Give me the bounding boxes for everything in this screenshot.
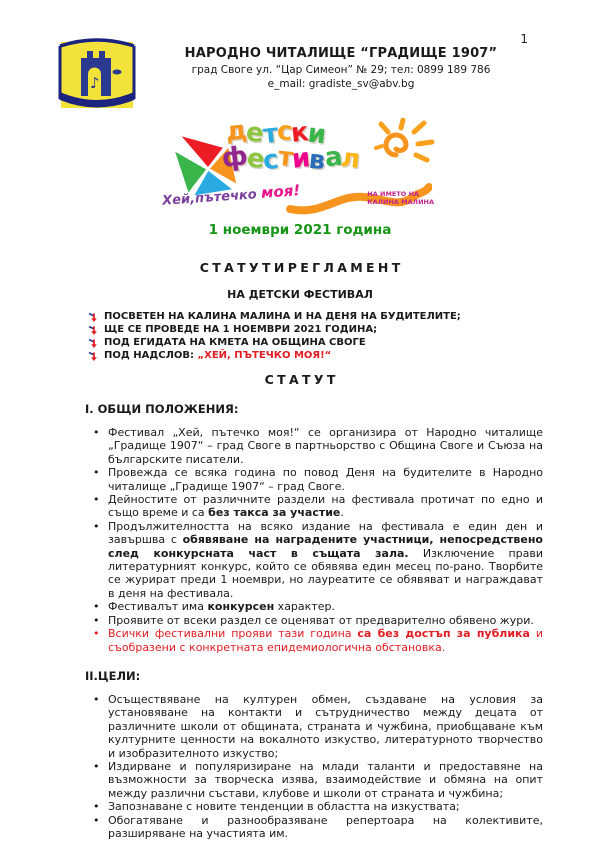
header — [57, 34, 545, 116]
tagline-main: Хей,пътечко — [161, 186, 262, 209]
text-segment: ПОСВЕТЕН НА КАЛИНА МАЛИНА И НА ДЕНЯ НА БУДИТЕЛИТЕ; — [104, 311, 461, 322]
section-goals — [85, 669, 543, 840]
text-segment: ПОД НАДСЛОВ: — [104, 350, 198, 361]
festival-title-letter: и — [290, 143, 311, 175]
list-item — [85, 426, 543, 466]
arrow-list-item — [88, 336, 560, 349]
arrow-list-item — [88, 310, 560, 323]
festival-title-letter: е — [244, 117, 265, 149]
list-item — [85, 760, 543, 800]
arrow-bullet-icon — [88, 312, 98, 323]
arrow-list-item — [88, 323, 560, 336]
statute-heading: С Т А Т У Т — [264, 372, 336, 387]
text-segment: Дейностите от различните раздели на фестивала протичат по едно и също време и са — [108, 493, 543, 520]
list-item — [85, 627, 543, 654]
arrow-list-item — [88, 349, 560, 362]
festival-title-letter: т — [261, 118, 279, 151]
festival-title-letter: л — [339, 143, 361, 175]
list-item — [85, 493, 543, 520]
text-segment: обявяване на наградените участници, непосредствено след конкурсната част в същата зала. — [108, 533, 543, 560]
dedication-line1: НА ИМЕТО НА — [367, 190, 420, 198]
arrow-bullet-list — [88, 310, 560, 362]
festival-title-letter: с — [262, 144, 280, 177]
text-segment: характер. — [274, 600, 335, 614]
section-title-goals: II.ЦЕЛИ: — [85, 668, 141, 683]
arrow-bullet-icon — [88, 351, 98, 362]
festival-title-letter: е — [245, 143, 265, 175]
organization-name: НАРОДНО ЧИТАЛИЩЕ “ГРАДИЩЕ 1907” — [184, 46, 498, 61]
festival-title-letter: д — [224, 115, 248, 148]
bullet-marker: • — [93, 692, 100, 706]
statute-content — [85, 402, 543, 840]
festival-title-letter: ф — [220, 141, 249, 174]
festival-title-letter: в — [307, 144, 326, 177]
dedication-line2: КАЛИНА МАЛИНА — [367, 198, 434, 206]
tagline-accent: моя! — [260, 181, 301, 202]
text-segment: и съобразени с конкретната епидемиологична обстановка. — [108, 627, 543, 654]
bullet-marker: • — [93, 627, 100, 641]
festival-title-letter: с — [275, 115, 293, 148]
festival-title-letter: а — [322, 141, 343, 174]
page-number: 1 — [520, 32, 528, 46]
text-segment: Всички фестивални прояви тази година — [108, 627, 358, 641]
text-segment: конкурсен — [207, 600, 275, 614]
organization-email: e_mail: gradiste_sv@abv.bg — [267, 78, 415, 90]
bullet-marker: • — [93, 493, 100, 507]
text-segment: Провежда се всяка година по повод Деня на будителите в Народно читалище „Градище 1907“ – град Своге. — [108, 466, 543, 493]
document-subtitle: НА ДЕТСКИ ФЕСТИВАЛ — [227, 288, 373, 301]
bullet-marker: • — [93, 813, 100, 827]
text-segment: Осъществяване на културен обмен, създаване на условия за установяване на контакти и сътрудничество между децата от различните школи от общината, страната и чужбина, приобщаване към културните ценности на вокалното изкуство, литературното творчество и изобразителното изкуство; — [108, 692, 543, 760]
text-segment: Издирване и популяризиране на млади таланти и предоставяне на възможности за творческа изява, взаимодействие и обмяна на опит между различни състави, клубове и школи от страната и чужбина; — [108, 759, 543, 800]
text-segment: без такса за участие — [208, 506, 341, 520]
bullet-marker: • — [93, 800, 100, 814]
text-segment: Фестивал „Хей, пътечко моя!“ се организира от Народно читалище „Градище 1907“ – град Своге в партньорство с Община Своге и Съюза на българските писатели. — [108, 426, 543, 466]
section-general — [85, 402, 543, 654]
text-segment: „ХЕЙ, ПЪТЕЧКО МОЯ!“ — [197, 350, 332, 361]
list-item — [85, 600, 543, 613]
list-item — [85, 466, 543, 493]
bullet-marker: • — [93, 466, 100, 480]
list-item — [85, 614, 543, 627]
text-segment: Продължителността на всяко издание на фестивала е един ден и завършва с — [108, 519, 543, 547]
list-item — [85, 800, 543, 813]
text-segment: Запознаване с новите тенденции в областта на изкуствата; — [108, 800, 460, 814]
list-item — [85, 520, 543, 600]
section-list-goals — [85, 693, 543, 840]
section-list-general — [85, 426, 543, 654]
bullet-marker: • — [93, 759, 100, 773]
arrow-bullet-icon — [88, 338, 98, 349]
header-text — [137, 34, 545, 116]
bullet-marker: • — [93, 613, 100, 627]
festival-dedication — [367, 190, 434, 206]
list-item — [85, 693, 543, 760]
festival-date: 1 ноември 2021 година — [208, 222, 392, 238]
text-segment: Проявите от всеки раздел се оценяват от предварително обявено жури. — [108, 613, 534, 627]
organization-logo — [57, 34, 137, 116]
festival-title-letter: т — [276, 141, 294, 174]
festival-logo — [161, 115, 434, 218]
text-segment: са без достъп за публика — [357, 627, 530, 641]
text-segment: Изключение прави литературният конкурс, който се обявява един месец по-рано. Творбите се журират преди 1 ноември, но лауреатите се обявяват и награждават в деня на фестивала. — [108, 546, 543, 600]
document-title: С Т А Т У Т И Р Е Г Л А М Е Н Т — [199, 260, 401, 275]
chitalishte-emblem-icon — [57, 34, 137, 116]
sun-icon — [374, 118, 438, 168]
arrow-bullet-icon — [88, 325, 98, 336]
bullet-marker: • — [93, 600, 100, 614]
list-item — [85, 814, 543, 841]
text-segment: Обогатяване и разнообразяване репертоара на колективите, разширяване на участията им. — [108, 813, 543, 840]
svg-text:♪: ♪ — [90, 74, 100, 92]
bullet-marker: • — [93, 519, 100, 533]
text-segment: Фестивалът има — [108, 600, 208, 614]
organization-address: град Своге ул. “Цар Симеон” № 29; тел: 0899 189 786 — [191, 64, 491, 76]
section-title-general: I. ОБЩИ ПОЛОЖЕНИЯ: — [85, 402, 239, 416]
festival-title-letter: к — [289, 117, 310, 149]
text-segment: ПОД ЕГИДАТА НА КМЕТА НА ОБЩИНА СВОГЕ — [104, 337, 366, 348]
bullet-marker: • — [93, 426, 100, 439]
text-segment: ЩЕ СЕ ПРОВЕДЕ НА 1 НОЕМВРИ 2021 ГОДИНА; — [104, 324, 378, 335]
text-segment: . — [340, 506, 344, 520]
festival-title-letter: и — [306, 118, 327, 151]
